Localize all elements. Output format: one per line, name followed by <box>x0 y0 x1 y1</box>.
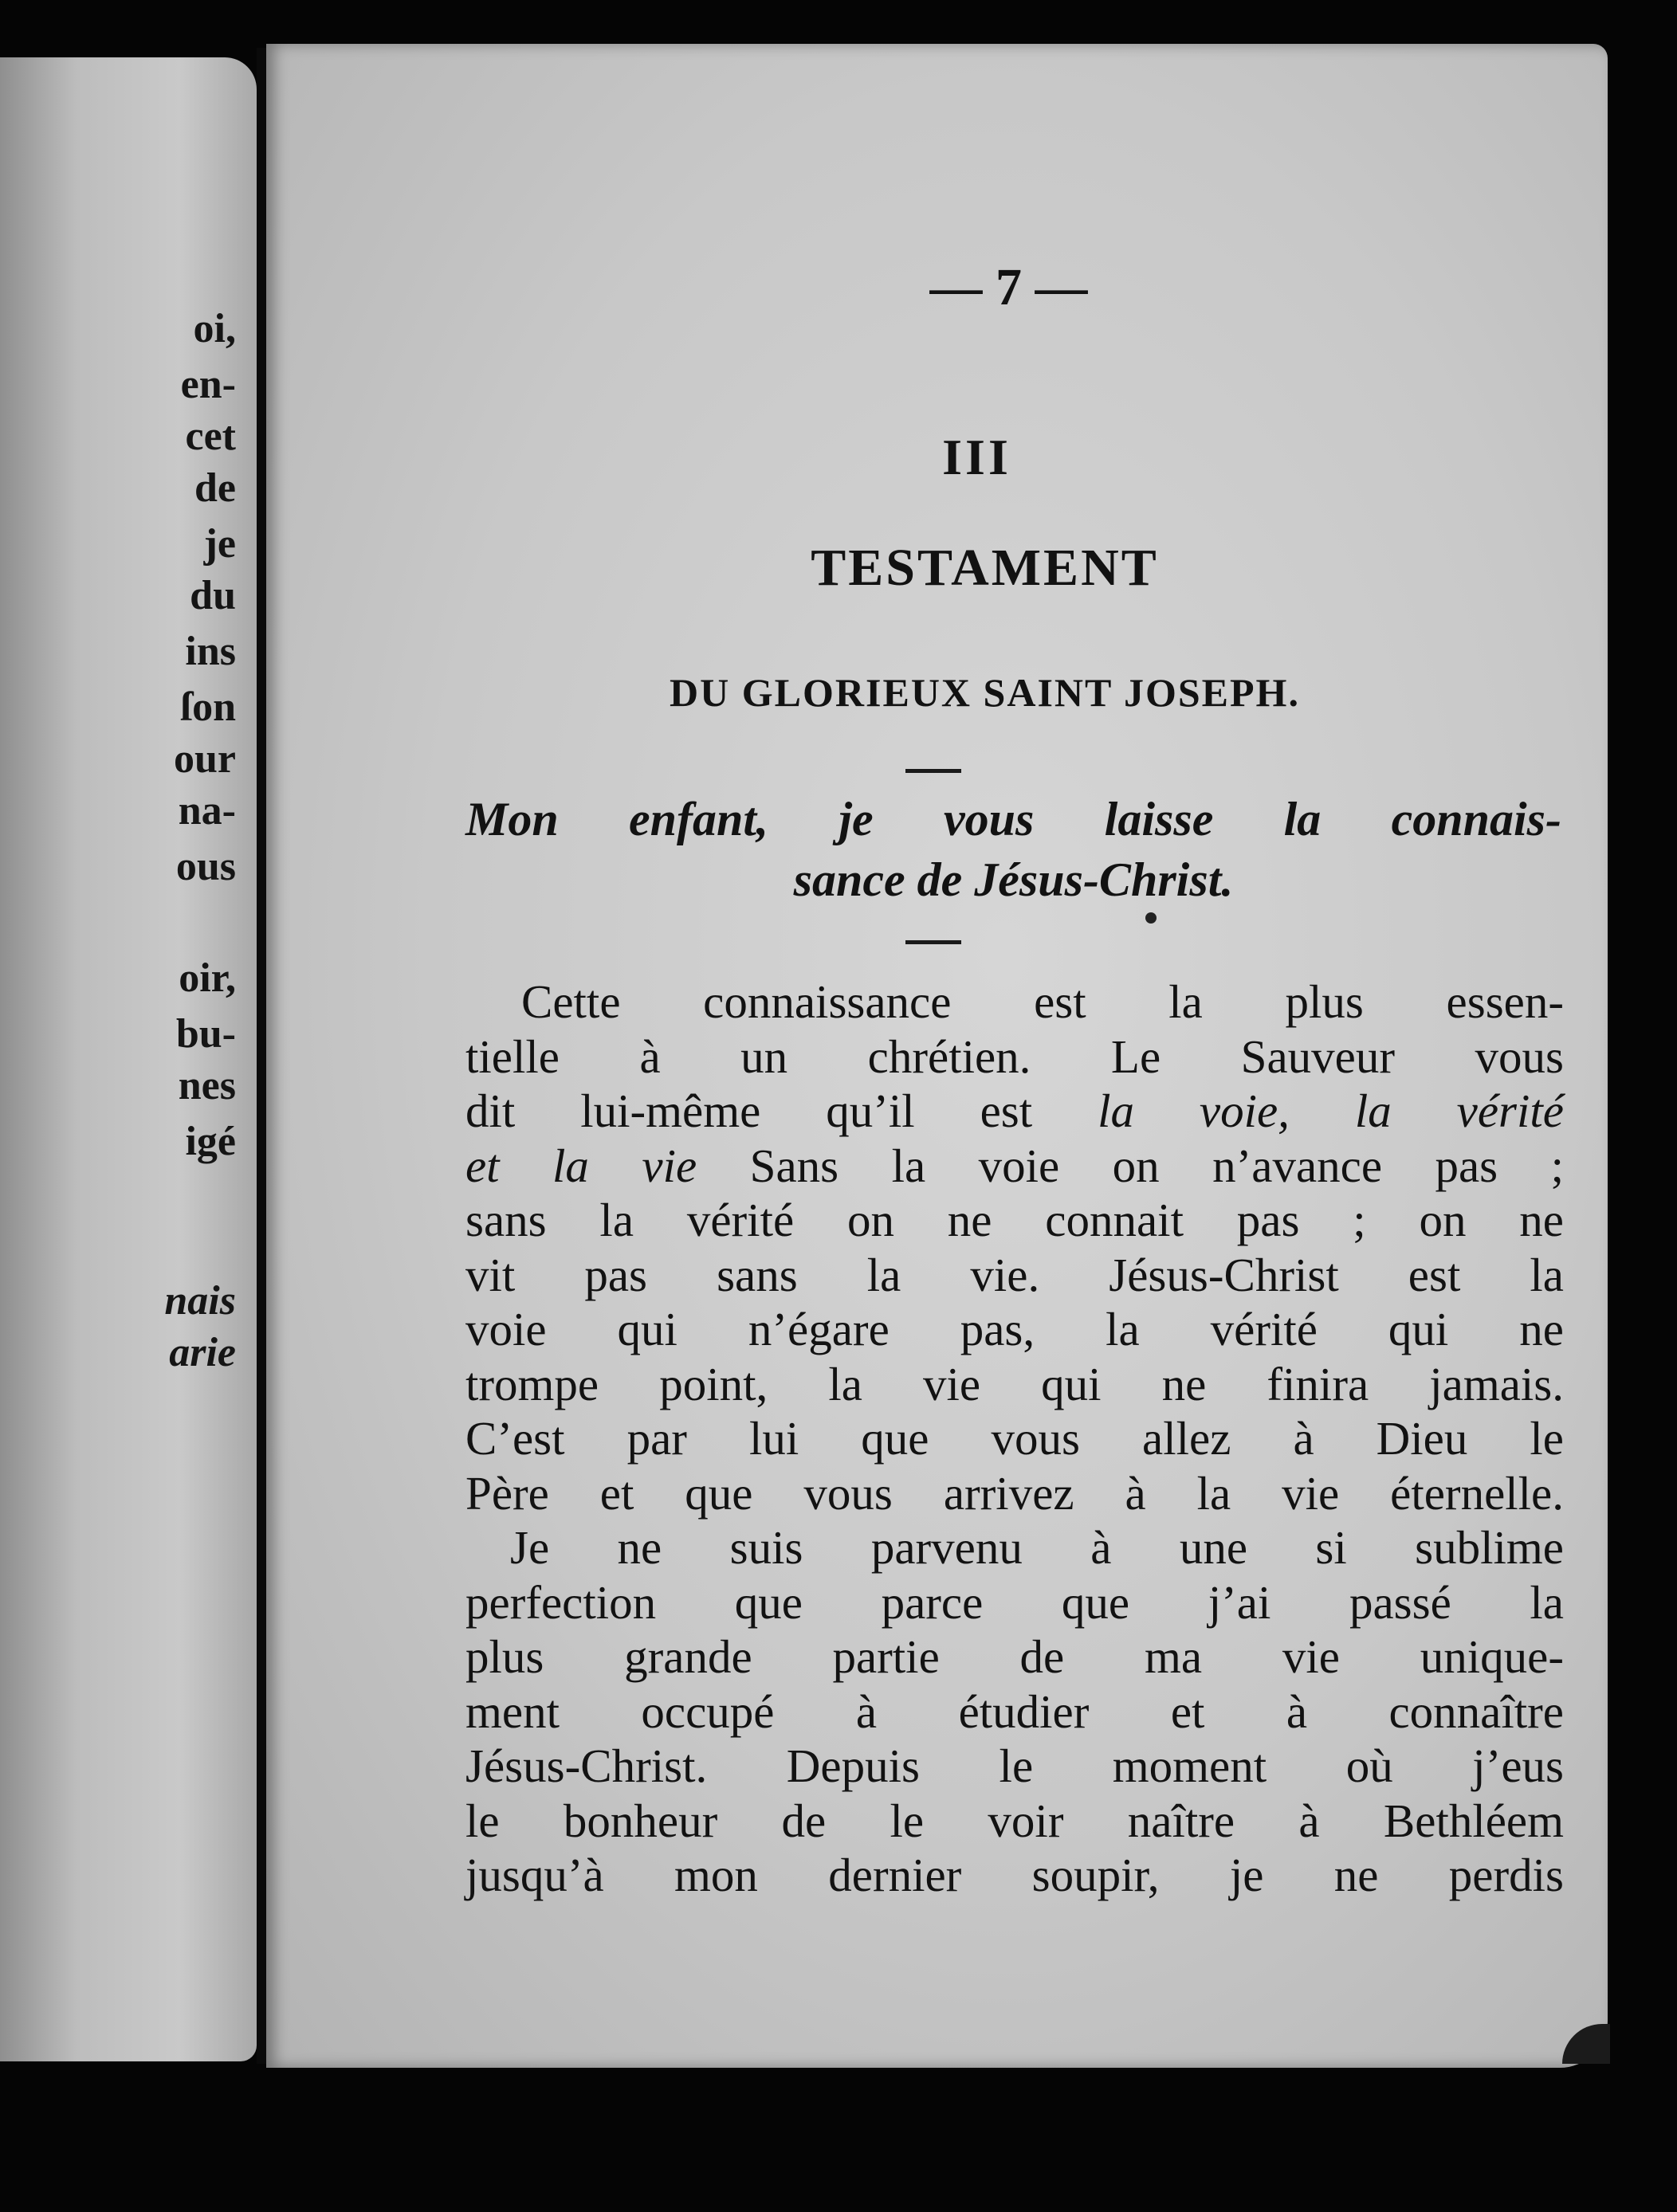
left-text-fragment: nes <box>178 1063 236 1108</box>
left-text-fragment: en- <box>180 362 236 407</box>
left-text-fragment: na- <box>178 788 236 833</box>
body-line: C’est par lui que vous allez à Dieu le <box>465 1412 1564 1465</box>
body-line <box>465 1084 1564 1139</box>
body-line-italic: la voie, la vérité <box>1098 1084 1564 1137</box>
left-text-fragment: du <box>190 573 236 618</box>
separator-rule <box>905 769 961 773</box>
body-line: Je ne suis parvenu à une si sublime <box>510 1521 1564 1574</box>
left-page-fragment <box>0 57 257 2061</box>
body-text <box>465 975 1564 1903</box>
left-text-fragment: our <box>174 736 236 782</box>
left-text-fragment: ſon <box>180 684 236 730</box>
page-number: — 7 — <box>929 258 1088 316</box>
chapter-number: III <box>942 429 1011 485</box>
body-line: ment occupé à étudier et à connaître <box>465 1684 1564 1738</box>
body-line: sans la vérité on ne connait pas ; on ne <box>465 1194 1564 1246</box>
body-line: Jésus-Christ. Depuis le moment où j’eus <box>465 1739 1564 1792</box>
ink-speck <box>1145 912 1157 924</box>
body-line <box>465 1139 1564 1194</box>
left-text-fragment: je <box>203 521 236 567</box>
chapter-subtitle: DU GLORIEUX SAINT JOSEPH. <box>670 670 1300 715</box>
body-line: plus grande partie de ma vie unique- <box>465 1630 1564 1683</box>
body-line-italic: et la vie <box>465 1139 697 1192</box>
epigraph-line: sance de Jésus-Christ. <box>793 853 1234 906</box>
body-line: tielle à un chrétien. Le Sauveur vous <box>465 1030 1564 1083</box>
body-line: Cette connaissance est la plus essen- <box>521 975 1564 1028</box>
body-line: vit pas sans la vie. Jésus-Christ est la <box>465 1248 1564 1301</box>
right-page <box>266 44 1608 2068</box>
left-text-fragment: oir, <box>179 955 236 1001</box>
left-text-fragment: bu- <box>175 1011 236 1057</box>
body-line: jusqu’à mon dernier soupir, je ne perdis <box>465 1849 1564 1901</box>
epigraph <box>465 789 1561 910</box>
body-line: le bonheur de le voir naître à Bethléem <box>465 1794 1564 1847</box>
body-line: perfection que parce que j’ai passé la <box>465 1575 1564 1629</box>
left-text-fragment: nais <box>164 1278 236 1324</box>
left-text-fragment: cet <box>185 414 236 459</box>
chapter-title: TESTAMENT <box>811 539 1159 597</box>
left-text-fragment: igé <box>185 1119 236 1164</box>
body-line-text: dit lui-même qu’il est <box>465 1084 1098 1137</box>
left-text-fragment: arie <box>169 1330 236 1375</box>
epigraph-line: Mon enfant, je vous laisse la connais- <box>465 793 1561 845</box>
body-line-text: Sans la voie on n’avance pas ; <box>697 1139 1564 1192</box>
left-text-fragment: ins <box>185 629 236 674</box>
body-line: trompe point, la vie qui ne finira jamais. <box>465 1357 1564 1410</box>
left-text-fragment: ous <box>175 844 236 889</box>
left-text-fragment: oi, <box>193 306 236 351</box>
separator-rule <box>905 940 961 944</box>
body-line: voie qui n’égare pas, la vérité qui ne <box>465 1303 1564 1355</box>
left-text-fragment: de <box>194 465 236 511</box>
body-line: Père et que vous arrivez à la vie éternelle. <box>465 1466 1564 1520</box>
